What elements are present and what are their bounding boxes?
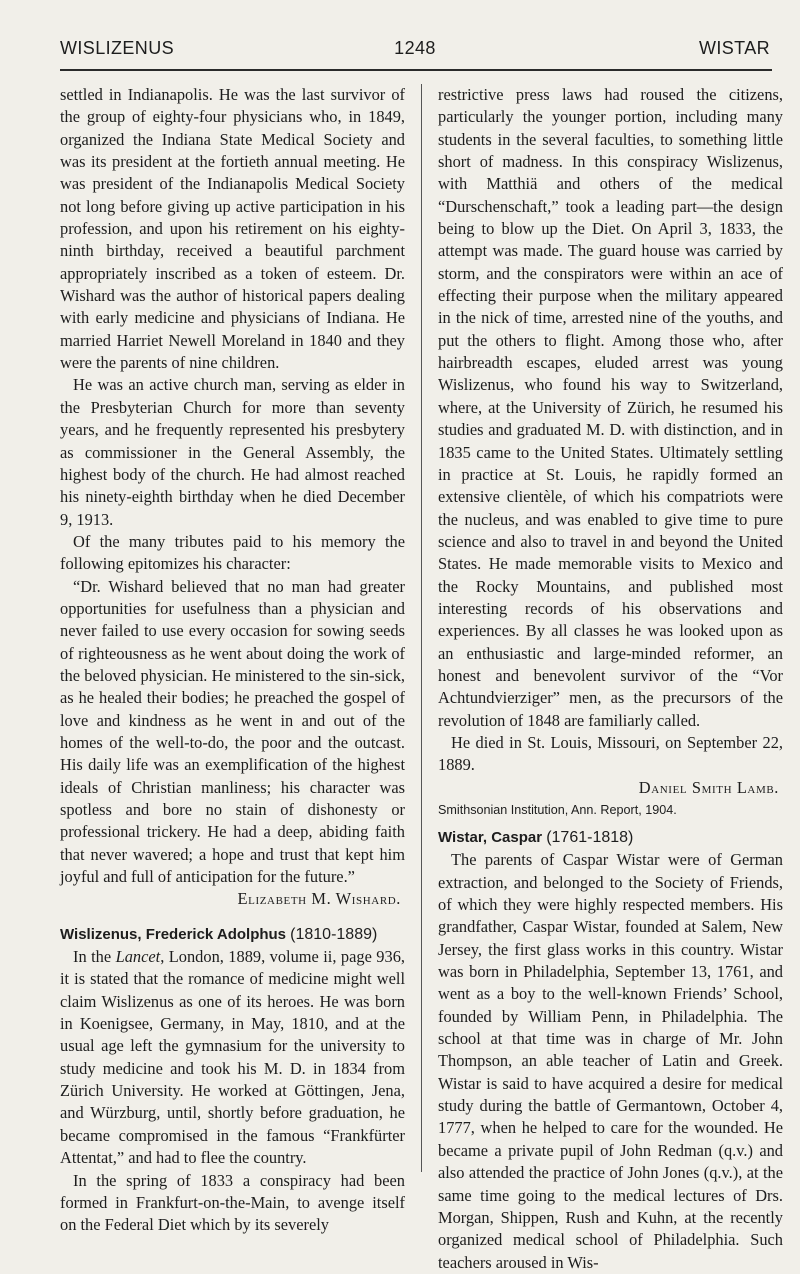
paragraph: In the spring of 1833 a conspiracy had been formed in Frankfurt-on-the-Main, to avenge itself on the Federal Diet which by its severely — [60, 1170, 405, 1235]
entry-dates: (1761-1818) — [546, 829, 634, 846]
author-signature: Daniel Smith Lamb. — [638, 777, 779, 797]
header-rule — [60, 69, 772, 71]
text-run: In the — [73, 947, 116, 967]
column-divider — [421, 84, 422, 1172]
entry-name: Wistar, Caspar — [438, 829, 543, 846]
entry-name: Wislizenus, Frederick Adolphus — [60, 925, 287, 943]
entry-heading — [438, 826, 783, 849]
right-column — [438, 84, 783, 1274]
entry-dates: (1810-1889) — [290, 925, 378, 943]
page-number: 1248 — [394, 38, 436, 58]
paragraph: The parents of Caspar Wistar were of German extraction, and belonged to the Society of Friends, of which they were highly respected members. His grandfather, Caspar Wistar, founded at Salem, New Jersey, the first glass works in this country. Wistar was born in Philadelphia, September 13, 1761, and went as a boy to the well-known Friends’ School, founded by William Penn, in Philadelphia. The school at that time was in charge of Mr. John Thompson, an able teacher of Latin and Greek. Wistar is said to have acquired a desire for medical study during the battle of Germantown, October 4, 1777, when he helped to care for the wounded. He became a private pupil of John Redman (q.v.) and also attended the practice of John Jones (q.v.), at the same time going to the medical lectures of Drs. Morgan, Shippen, Rush and Kuhn, at the recently organized medical school of Philadelphia. Such teachers aroused in Wis- — [438, 850, 783, 1272]
paragraph: He was an active church man, serving as elder in the Presbyterian Church for more than seventy years, and he frequently represented his presbytery as commissioner in the General Assembly, the highest body of the church. He had almost reached his ninety-eighth birthday when he died December 9, 1913. — [60, 375, 405, 529]
paragraph — [60, 946, 405, 1169]
entry-heading — [60, 923, 405, 946]
quotation-paragraph: “Dr. Wishard believed that no man had greater opportunities for usefulness than a physician and never failed to use every occasion for sowing seeds of righteousness as he went about doing the work of the beloved physician. He ministered to the sin-sick, as he healed their bodies; he preached the gospel of love and kindness as he went in and out of the homes of the well-to-do, the poor and the outcast. His daily life was an exemplification of the highest ideals of Christian manliness; his character was spotless and bore no stain of dishonesty or professional trickery. He had a deep, abiding faith that never wavered; a hope and trust that kept him joyful and full of anticipation for the future.” — [60, 576, 405, 887]
journal-title: Lancet — [115, 947, 161, 967]
source-citation: Smithsonian Institution, Ann. Report, 1904. — [438, 803, 677, 817]
author-signature: Elizabeth M. Wishard. — [237, 889, 401, 909]
header-right-word: WISTAR — [698, 38, 770, 58]
paragraph: settled in Indianapolis. He was the last survivor of the group of eighty-four physicians who, in 1849, organized the Indiana State Medical Society and was its president at the fortieth annual meeting. He was president of the Indianapolis Medical Society not long before giving up active participation in his profession, and upon his retirement on his eighty-ninth birthday, received a beautiful parchment appropriately inscribed as a token of esteem. Dr. Wishard was the author of historical papers dealing with early medicine and physicians of Indiana. He married Harriet Newell Moreland in 1840 and they were the parents of nine children. — [60, 85, 405, 373]
header-left-word: WISLIZENUS — [60, 38, 175, 58]
left-column — [60, 84, 405, 1237]
paragraph: Of the many tributes paid to his memory the following epitomizes his character: — [60, 531, 405, 574]
running-header — [60, 38, 770, 68]
paragraph: restrictive press laws had roused the citizens, particularly the younger portion, including many students in the several faculties, to something little short of madness. In this conspiracy Wislizenus, with Matthiä and others of the medical “Durschenschaft,” took a leading part—the design being to blow up the Diet. On April 3, 1833, the attempt was made. The guard house was carried by storm, and the conspirators were within an ace of effecting their purpose when the military appeared in the nick of time, arrested nine of the youths, and put the others to flight. Among those who, after hairbreadth escapes, eluded arrest was young Wislizenus, who found his way to Switzerland, where, at the University of Zürich, he resumed his studies and graduated M. D. with distinction, and in 1835 came to the United States. Ultimately settling in practice at St. Louis, he rapidly formed an extensive clientèle, of which his compatriots were the nucleus, and was enabled to give time to pure science and also to travel in and beyond the United States. He made memorable visits to Mexico and the Rocky Mountains, and published most interesting records of his observations and experiences. By all classes he was looked upon as an enthusiastic and large-minded reformer, an honest and benevolent survivor of the “Vor Achtundvierziger” men, as the precursors of the revolution of 1848 are familiarly called. — [438, 85, 783, 730]
paragraph: He died in St. Louis, Missouri, on September 22, 1889. — [438, 732, 783, 775]
text-run: , London, 1889, volume ii, page 936, it is stated that the romance of medicine might well claim Wislizenus as one of its heroes. He was born in Koenigsee, Germany, in May, 1810, and at the usual age left the gymnasium for the university to study medicine and took his M. D. in 1834 from Zürich University. He worked at Göttingen, Jena, and Würzburg, until, shortly before graduation, he became compromised in the famous “Frankfürter Attentat,” and had to flee the country. — [60, 947, 405, 1168]
